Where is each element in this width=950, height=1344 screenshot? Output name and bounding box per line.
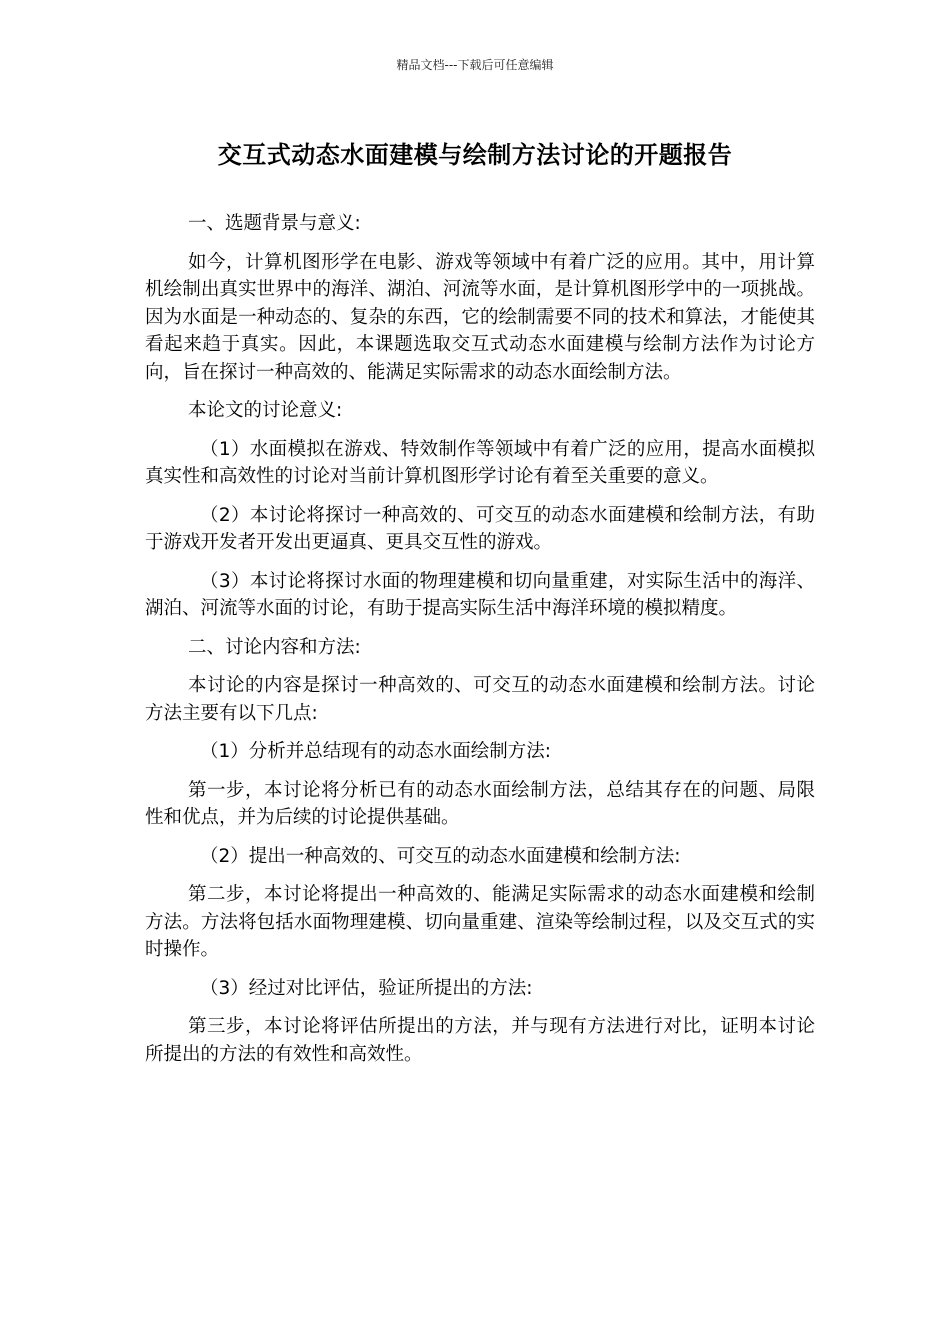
paragraph-step-2: 第二步，本讨论将提出一种高效的、能满足实际需求的动态水面建模和绘制方法。方法将包括水面物理建模、切向量重建、渲染等绘制过程，以及交互式的实时操作。 [145,884,815,960]
section-heading-background: 一、选题背景与意义: [188,213,361,234]
paragraph-step-3: 第三步，本讨论将评估所提出的方法，并与现有方法进行对比，证明本讨论所提出的方法的有效性和高效性。 [145,1016,815,1065]
list-item-method-1: （1）分析并总结现有的动态水面绘制方法: [200,741,552,762]
list-item-method-2: （2）提出一种高效的、可交互的动态水面建模和绘制方法: [200,845,681,867]
list-item-significance-3: （3）本讨论将探讨水面的物理建模和切向量重建，对实际生活中的海洋、湖泊、河流等水面的讨论，有助于提高实际生活中海洋环境的模拟精度。 [145,570,815,619]
section-heading-methods: 二、讨论内容和方法: [188,636,361,658]
paragraph-step-1: 第一步，本讨论将分析已有的动态水面绘制方法，总结其存在的问题、局限性和优点，并为后续的讨论提供基础。 [145,779,815,828]
paragraph-significance-intro: 本论文的讨论意义: [188,400,343,421]
page-header: 精品文档---下载后可任意编辑 [396,58,554,72]
list-item-significance-1: （1）水面模拟在游戏、特效制作等领域中有着广泛的应用，提高水面模拟真实性和高效性的讨论对当前计算机图形学讨论有着至关重要的意义。 [145,438,815,487]
list-item-method-3: （3）经过对比评估，验证所提出的方法: [200,977,533,999]
document-title: 交互式动态水面建模与绘制方法讨论的开题报告 [217,141,733,169]
list-item-significance-2: （2）本讨论将探讨一种高效的、可交互的动态水面建模和绘制方法，有助于游戏开发者开发出更逼真、更具交互性的游戏。 [145,504,815,553]
paragraph-background: 如今，计算机图形学在电影、游戏等领域中有着广泛的应用。其中，用计算机绘制出真实世界中的海洋、湖泊、河流等水面，是计算机图形学中的一项挑战。因为水面是一种动态的、复杂的东西，它的绘制需要不同的技术和算法，才能使其看起来趋于真实。因此，本课题选取交互式动态水面建模与绘制方法作为讨论方向，旨在探讨一种高效的、能满足实际需求的动态水面绘制方法。 [145,251,815,383]
document-body [145,210,815,1079]
paragraph-methods-intro: 本讨论的内容是探讨一种高效的、可交互的动态水面建模和绘制方法。讨论方法主要有以下几点: [145,675,815,724]
